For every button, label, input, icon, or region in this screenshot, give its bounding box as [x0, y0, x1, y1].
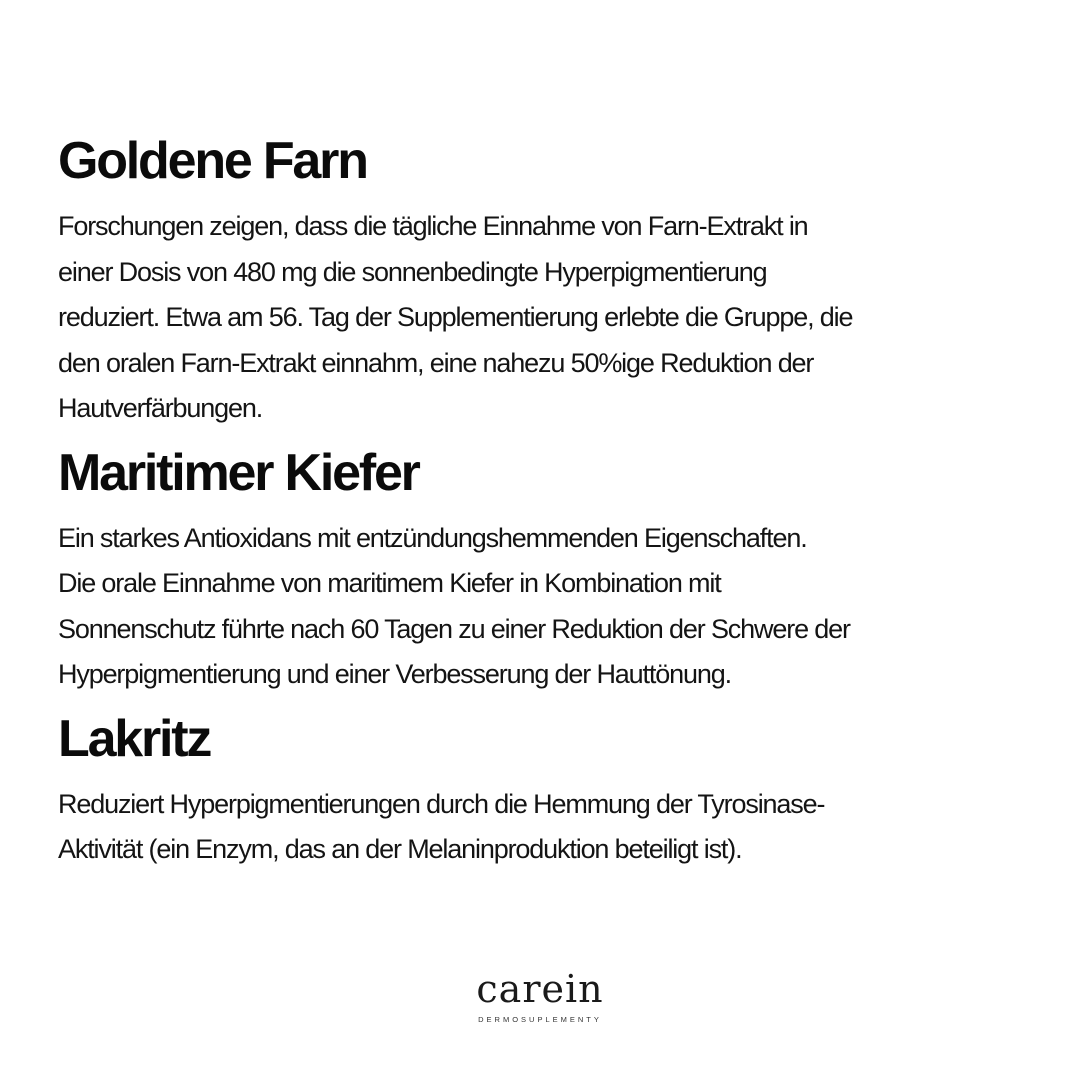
section-heading: Maritimer Kiefer [58, 443, 419, 502]
section-goldene-farn [58, 126, 1038, 432]
logo-wordmark: carein [476, 967, 604, 1011]
body-line: Hyperpigmentierung und einer Verbesserung der Hauttönung. [58, 659, 731, 689]
body-line: Sonnenschutz führte nach 60 Tagen zu einer Reduktion der Schwere der [58, 613, 850, 644]
section-lakritz [58, 704, 1038, 873]
body-line: reduziert. Etwa am 56. Tag der Supplementierung erlebte die Gruppe, die [58, 302, 853, 332]
brand-logo [0, 964, 1080, 1026]
section-heading: Lakritz [58, 709, 211, 768]
body-line: einer Dosis von 480 mg die sonnenbedingte Hyperpigmentierung [58, 256, 767, 287]
body-line: Aktivität (ein Enzym, das an der Melaninproduktion beteiligt ist). [58, 834, 742, 864]
body-line: Hautverfärbungen. [58, 393, 263, 423]
section-body [58, 204, 1038, 432]
logo-tagline: DERMOSUPLEMENTY [478, 1015, 602, 1024]
section-body [58, 782, 1038, 873]
article-content [58, 126, 1038, 879]
section-body [58, 516, 1038, 698]
body-line: Forschungen zeigen, dass die tägliche Einnahme von Farn-Extrakt in [58, 211, 808, 241]
body-line: Die orale Einnahme von maritimem Kiefer in Kombination mit [58, 568, 721, 598]
section-maritimer-kiefer [58, 438, 1038, 698]
body-line: Ein starkes Antioxidans mit entzündungshemmenden Eigenschaften. [58, 522, 807, 553]
section-heading: Goldene Farn [58, 132, 367, 190]
body-line: den oralen Farn-Extrakt einnahm, eine nahezu 50%ige Reduktion der [58, 347, 814, 378]
body-line: Reduziert Hyperpigmentierungen durch die Hemmung der Tyrosinase- [58, 788, 825, 819]
